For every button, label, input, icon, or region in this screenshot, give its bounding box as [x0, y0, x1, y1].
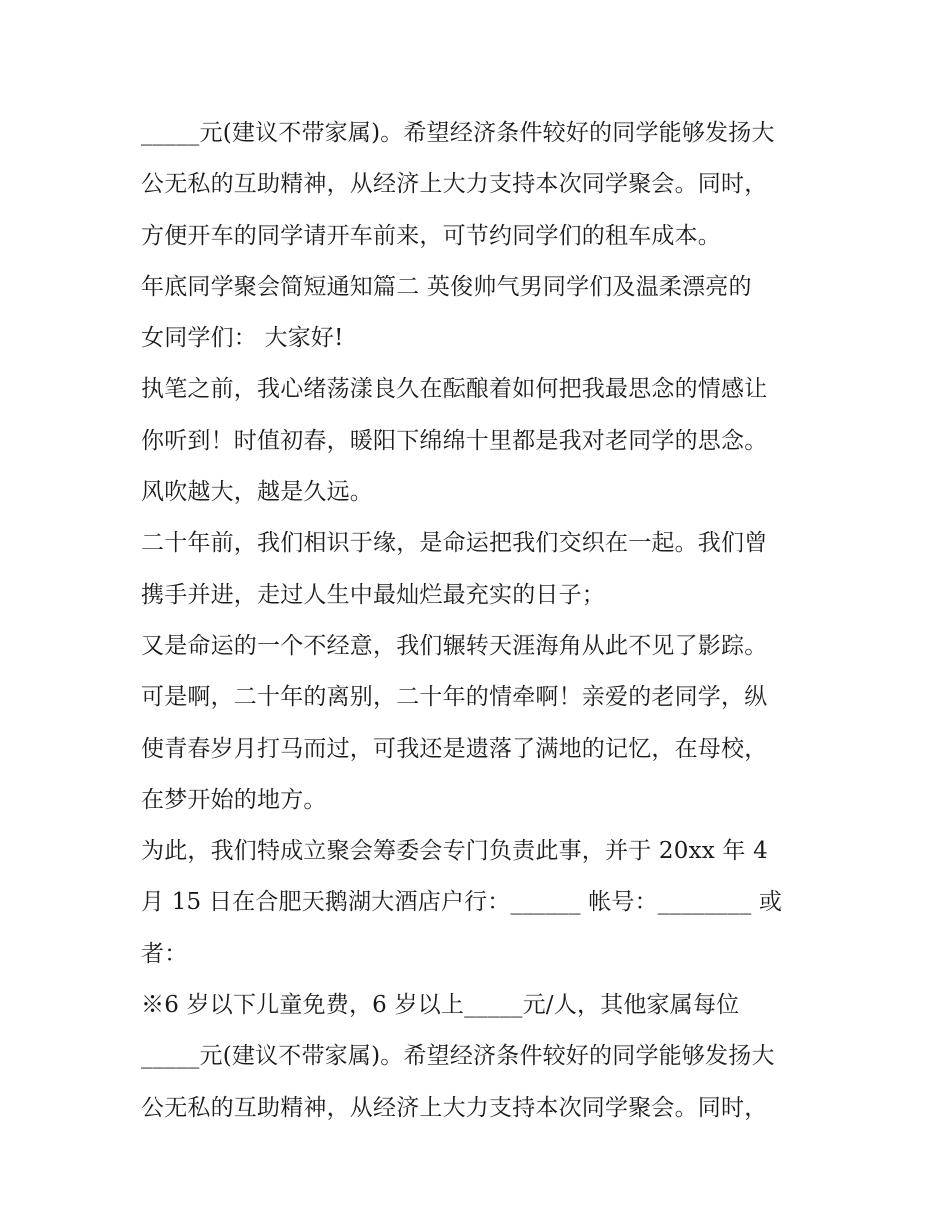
text-line: 者：	[141, 940, 188, 967]
text-line: 在梦开始的地方。	[141, 786, 327, 813]
text-line: 携手并进，走过人生中最灿烂最充实的日子；	[141, 581, 605, 608]
text-line: ※6 岁以下儿童免费，6 岁以上_____元/人，其他家属每位	[141, 992, 740, 1019]
text-line: 二十年前，我们相识于缘，是命运把我们交织在一起。我们曾	[141, 530, 768, 557]
document-body	[141, 108, 821, 1134]
text-line: _____元(建议不带家属)。希望经济条件较好的同学能够发扬大	[141, 1043, 775, 1070]
text-line: 你听到！时值初春，暖阳下绵绵十里都是我对老同学的思念。	[141, 427, 768, 454]
section-heading-line: 年底同学聚会简短通知篇二 英俊帅气男同学们及温柔漂亮的	[141, 273, 752, 300]
text-line: 可是啊，二十年的离别，二十年的情牵啊！亲爱的老同学，纵	[141, 684, 768, 711]
text-line: 又是命运的一个不经意，我们辗转天涯海角从此不见了影踪。	[141, 632, 768, 659]
text-line: 执笔之前，我心绪荡漾良久在酝酿着如何把我最思念的情感让	[141, 376, 768, 403]
greeting-line: 女同学们： 大家好!	[141, 325, 344, 352]
text-line: 风吹越大，越是久远。	[141, 479, 373, 506]
text-line: 为此，我们特成立聚会筹委会专门负责此事，并于 20xx 年 4	[141, 838, 768, 865]
text-line: 使青春岁月打马而过，可我还是遗落了满地的记忆，在母校，	[141, 735, 768, 762]
text-line: 方便开车的同学请开车前来，可节约同学们的租车成本。	[141, 222, 721, 249]
text-line: 公无私的互助精神，从经济上大力支持本次同学聚会。同时，	[141, 171, 768, 198]
text-line: _____元(建议不带家属)。希望经济条件较好的同学能够发扬大	[141, 120, 775, 146]
text-line: 公无私的互助精神，从经济上大力支持本次同学聚会。同时，	[141, 1094, 768, 1121]
text-line: 月 15 日在合肥天鹅湖大酒店户行：______ 帐号：________ 或	[141, 889, 783, 916]
